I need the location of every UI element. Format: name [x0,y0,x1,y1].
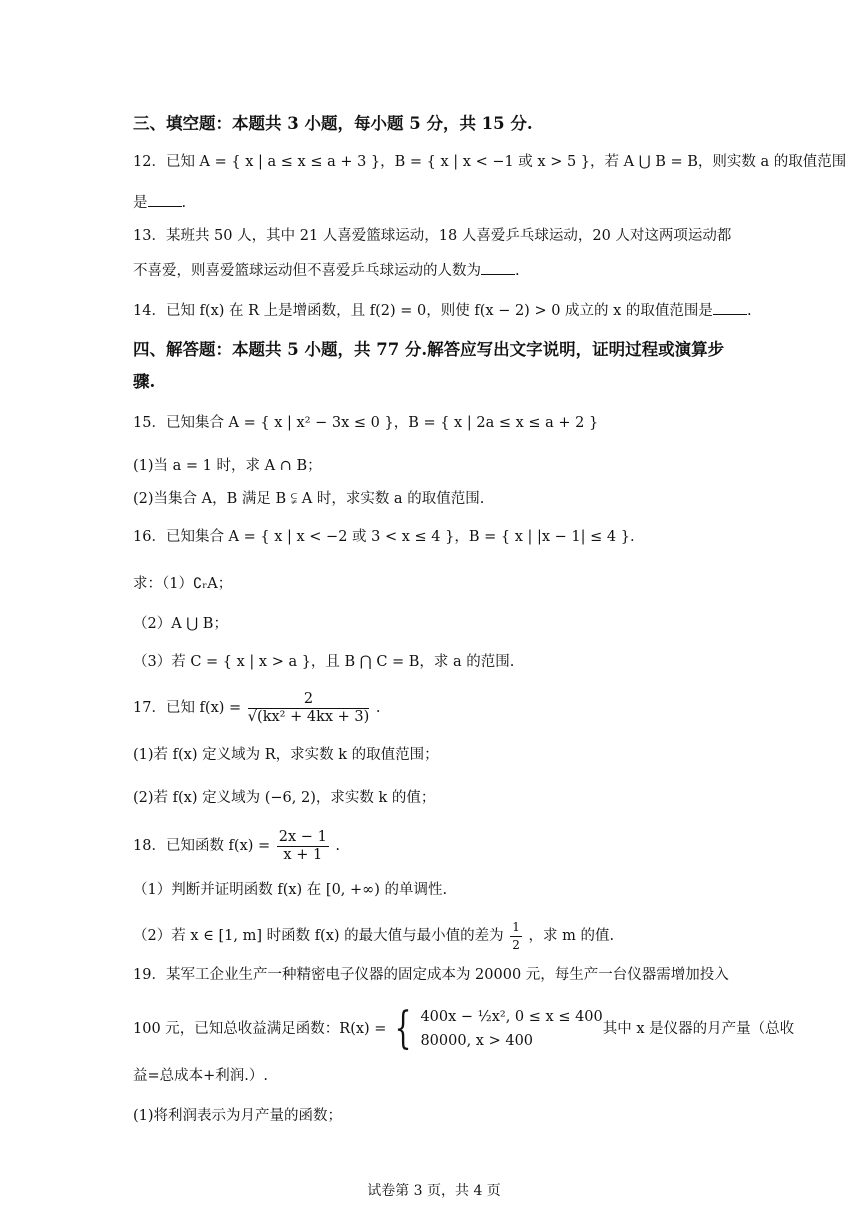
q12-line2 [133,192,740,213]
q18 [133,828,740,864]
answer-blank [481,260,515,275]
q19-piecewise [420,1005,602,1053]
section3-heading: 三、填空题：本题共 3 小题，每小题 5 分，共 15 分. [133,114,533,133]
q13-period: . [515,263,520,279]
q17-prefix: 17．已知 f(x) = [133,700,242,716]
q18-numerator: 2x − 1 [278,828,327,845]
q17-numerator: 2 [248,691,369,709]
q13-line1: 13．某班共 50 人，其中 21 人喜爱篮球运动，18 人喜爱乒乓球运动，20 人对这两项运动都 [133,228,732,244]
section4-heading-line1: 四、解答题：本题共 5 小题，共 77 分.解答应写出文字说明，证明过程或演算步 [133,340,725,359]
q19-case1: 400x − ½x², 0 ≤ x ≤ 400 [420,1009,603,1025]
q18-period: . [335,838,341,854]
q19-line2-suffix: 其中 x 是仪器的月产量（总收 [602,1021,795,1037]
left-brace-icon: { [395,1003,412,1054]
q18-part2-prefix: （2）若 x ∈ [1, m] 时函数 f(x) 的最大值与最小值的差为 [133,928,504,944]
q15-part1: (1)当 a = 1 时，求 A ∩ B； [133,458,322,474]
answer-blank [713,300,747,315]
q18-part2 [133,918,740,954]
q18-part2-numerator: 1 [510,919,522,937]
q14-prefix: 14．已知 f(x) 在 R 上是增函数，且 f(2) = 0，则使 f(x − 2) > 0 成立的 x 的取值范围是 [133,303,713,319]
q15-part2: (2)当集合 A，B 满足 B ⫋ A 时，求实数 a 的取值范围. [133,491,485,507]
q17-fraction [248,691,369,726]
q18-part2-denominator: 2 [512,937,520,952]
q15: 15．已知集合 A = { x | x² − 3x ≤ 0 }，B = { x | 2a ≤ x ≤ a + 2 } [133,415,599,431]
q19-line3: 益=总成本+利润.）. [133,1068,269,1084]
q13-line2 [133,260,740,281]
q19-case2: 80000, x > 400 [420,1033,534,1049]
q12-prefix: 是 [133,195,148,211]
section4-heading-line2: 骤. [133,372,156,391]
q17-period: . [375,700,381,716]
q16: 16．已知集合 A = { x | x < −2 或 3 < x ≤ 4 }，B = { x | |x − 1| ≤ 4 }. [133,529,635,545]
q18-fraction [277,829,329,864]
q18-prefix: 18．已知函数 f(x) = [133,838,271,854]
q14-period: . [746,303,752,319]
answer-blank [148,192,182,207]
q18-denominator: x + 1 [283,846,323,863]
q16-part3: （3）若 C = { x | x > a }，且 B ⋂ C = B，求 a 的范围. [133,654,515,670]
q12-line1: 12．已知 A = { x | a ≤ x ≤ a + 3 }，B = { x | x < −1 或 x > 5 }，若 A ⋃ B = B，则实数 a 的取值范围 [133,154,847,170]
q18-part2-suffix: ，求 m 的值. [528,928,615,944]
q18-part1: （1）判断并证明函数 f(x) 在 [0, +∞) 的单调性. [133,882,448,898]
q16-part2: （2）A ⋃ B； [133,616,228,632]
q13-prefix: 不喜爱，则喜爱篮球运动但不喜爱乒乓球运动的人数为 [133,263,481,279]
q12-period: . [181,195,187,211]
q19-part1: (1)将利润表示为月产量的函数； [133,1108,343,1124]
q18-part2-fraction [510,919,522,954]
q17 [133,690,740,726]
q19-line2-prefix: 100 元，已知总收益满足函数：R(x) = [133,1021,387,1037]
q19-line2 [133,1003,795,1055]
page-footer: 试卷第 3 页，共 4 页 [367,1183,501,1199]
q17-part2: (2)若 f(x) 定义域为 (−6, 2)，求实数 k 的值； [133,790,436,806]
q14-line [133,300,752,321]
q16-part1: 求：（1）∁ᵣA； [133,576,233,592]
q17-part1: (1)若 f(x) 定义域为 R，求实数 k 的取值范围； [133,747,439,763]
q19-line1: 19．某军工企业生产一种精密电子仪器的固定成本为 20000 元，每生产一台仪器需增加投入 [133,967,729,983]
q17-denominator: √(kx² + 4kx + 3) [247,708,370,725]
